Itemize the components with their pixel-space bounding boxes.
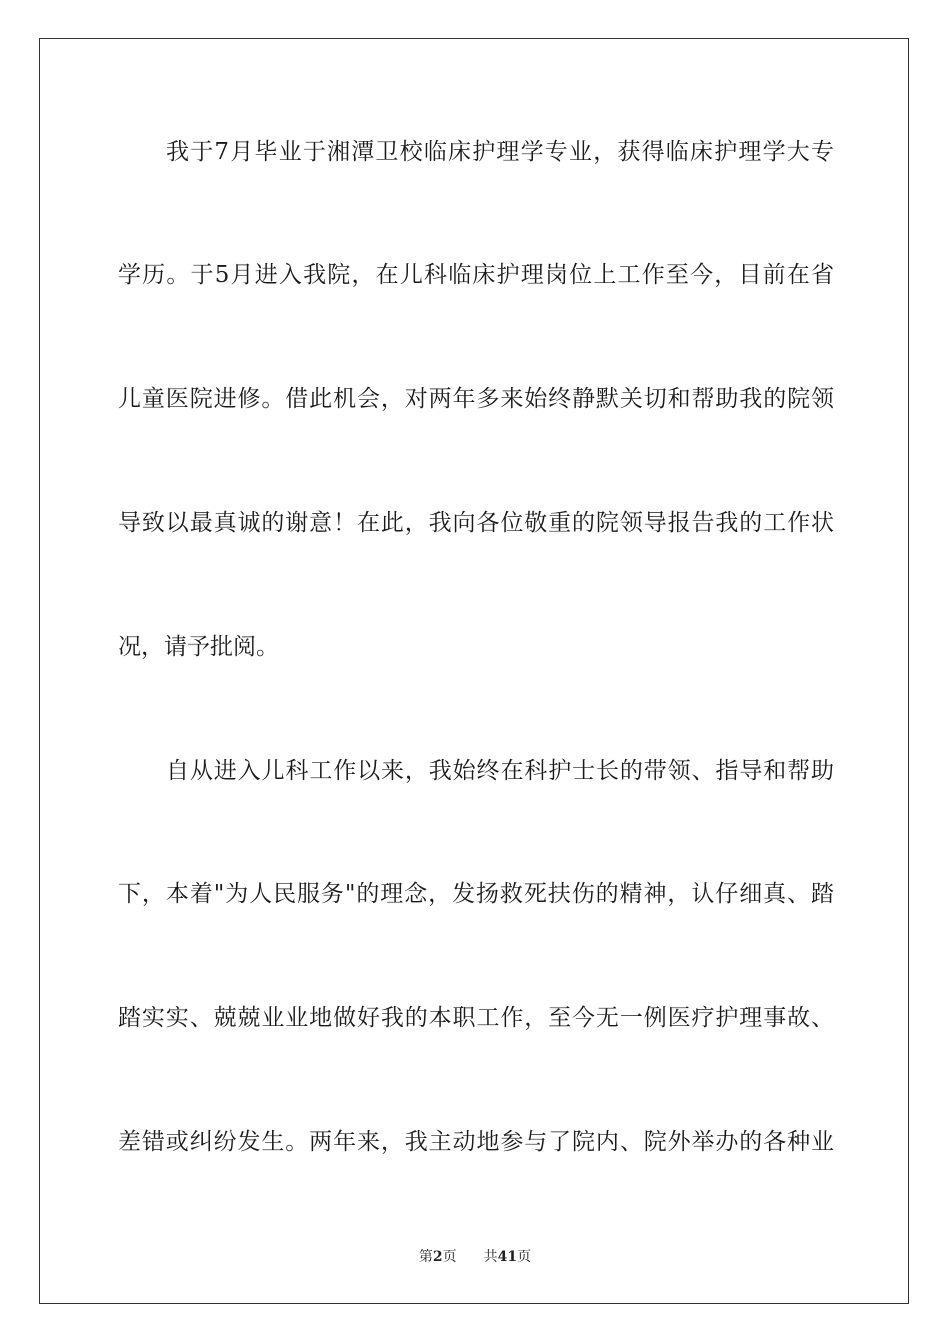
paragraph-2-line-2: 下，本着"为人民服务"的理念，发扬救死扶伤的精神，认仔细真、踏 [118,881,834,907]
total-prefix: 共 [483,1249,498,1265]
page-number: 2 [432,1249,443,1265]
page-footer [0,1246,950,1266]
page-border [39,38,909,1304]
paragraph-1-line-4: 导致以最真诚的谢意！在此，我向各位敬重的院领导报告我的工作状 [118,510,834,536]
paragraph-2-line-1: 自从进入儿科工作以来，我始终在科护士长的带领、指导和帮助 [166,758,834,784]
page-suffix: 页 [442,1249,457,1265]
paragraph-2-line-4: 差错或纠纷发生。两年来，我主动地参与了院内、院外举办的各种业 [118,1129,834,1155]
paragraph-1-line-3: 儿童医院进修。借此机会，对两年多来始终静默关切和帮助我的院领 [118,386,834,412]
paragraph-1-line-2: 学历。于5月进入我院，在儿科临床护理岗位上工作至今，目前在省 [118,262,834,288]
paragraph-1-line-1: 我于7月毕业于湘潭卫校临床护理学专业，获得临床护理学大专 [166,139,834,165]
paragraph-1-line-5: 况，请予批阅。 [118,634,279,660]
total-suffix: 页 [517,1249,532,1265]
total-pages: 41 [497,1249,518,1265]
page-prefix: 第 [418,1249,433,1265]
paragraph-2-line-3: 踏实实、兢兢业业地做好我的本职工作，至今无一例医疗护理事故、 [118,1005,834,1031]
